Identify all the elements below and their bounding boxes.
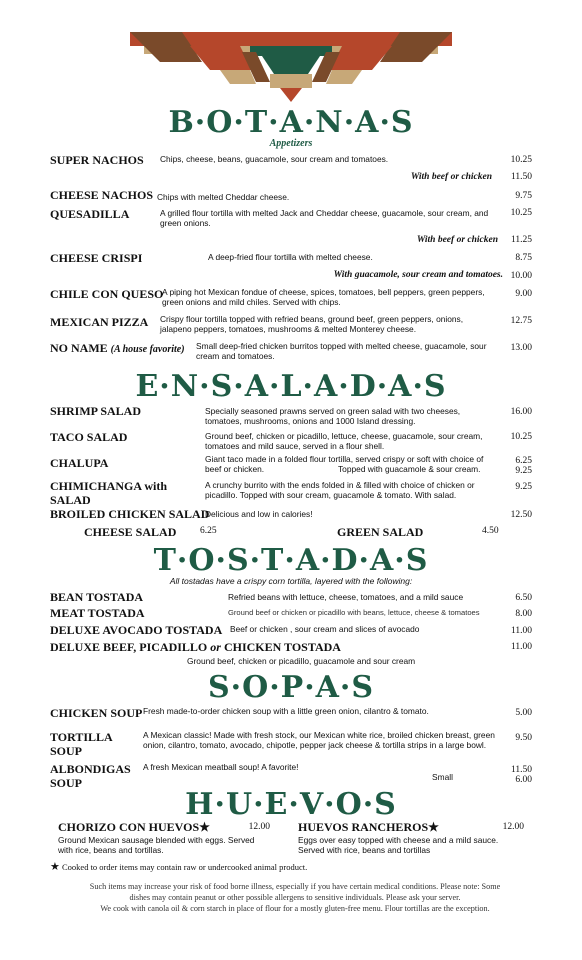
item-price: 12.00 [248, 822, 270, 832]
house-favorite-tag: (A house favorite) [110, 344, 185, 355]
item-option: With guacamole, sour cream and tomatoes. [333, 270, 503, 280]
item-name: NO NAME (A house favorite) [50, 341, 185, 355]
item-desc: Chips with melted Cheddar cheese. [157, 192, 290, 202]
item-name: TACO SALAD [50, 430, 128, 444]
section-subtitle-botanas: Appetizers [269, 138, 313, 149]
item-name: BROILED CHICKEN SALAD [50, 507, 210, 521]
star-icon: ★ [428, 820, 439, 834]
item-name: BEAN TOSTADA [50, 590, 144, 604]
item-price: 13.00 [510, 343, 532, 353]
item-desc: Specially seasoned prawns served on green salad with two cheeses, tomatoes, mushrooms, onions and 1000 Island dressing. [205, 406, 461, 426]
item-desc: Chips, cheese, beans, guacamole, sour cream and tomatoes. [160, 154, 389, 164]
item-price: 6.50 [515, 593, 532, 603]
item-name: MEAT TOSTADA [50, 606, 145, 620]
item-price: 16.00 [510, 407, 532, 417]
item-price: 5.00 [515, 708, 532, 718]
item-price: 10.25 [510, 432, 532, 442]
item-desc: Giant taco made in a folded flour tortilla, served crispy or soft with choice of beef or chicken. [205, 454, 484, 474]
aztec-header-ornament [130, 30, 452, 104]
item-desc: Crispy flour tortilla topped with refried beans, ground beef, green peppers, onions, jalapeno peppers, tomatoes, mushrooms & melted Monterey cheese. [160, 314, 464, 334]
section-subtitle-tostadas: All tostadas have a crispy corn tortilla, layered with the following: [169, 576, 413, 586]
item-name: MEXICAN PIZZA [50, 315, 149, 329]
item-price: 8.00 [515, 609, 532, 619]
item-price: 9.50 [515, 733, 532, 743]
item-desc: Small deep-fried chicken burritos topped with melted cheese, guacamole, sour cream and tomatoes. [196, 341, 487, 361]
item-name: CHICKEN SOUP [50, 706, 143, 720]
item-desc: A crunchy burrito with the ends folded in & filled with choice of chicken or picadillo. Topped with sour cream, guacamole & tomato. With salad. [205, 480, 475, 500]
item-name: ALBONDIGAS SOUP [50, 762, 131, 790]
item-price: 4.50 [482, 526, 499, 536]
item-price: 6.25 [200, 526, 217, 536]
item-name: SHRIMP SALAD [50, 404, 142, 418]
item-option-price: 10.00 [510, 271, 532, 281]
section-title-botanas: B·O·T·A·N·A·S [168, 105, 414, 140]
item-desc: Eggs over easy topped with cheese and a mild sauce. Served with rice, beans and tortillas [298, 835, 499, 855]
item-name: CHORIZO CON HUEVOS★ [58, 820, 210, 834]
item-name: CHIMICHANGA with SALAD [50, 479, 168, 507]
item-name: HUEVOS RANCHEROS★ [298, 820, 439, 834]
item-price: 10.25 [510, 155, 532, 165]
item-desc: A fresh Mexican meatball soup! A favorite! [143, 762, 299, 772]
item-price-secondary: 6.00 [515, 775, 532, 785]
item-name: DELUXE BEEF, PICADILLO or CHICKEN TOSTADA [50, 640, 341, 654]
item-price: 9.00 [515, 289, 532, 299]
footer-line: We cook with canola oil & corn starch in place of flour for a mostly gluten-free menu. Flour tortillas are the exception. [100, 904, 490, 913]
item-option: With beef or chicken [410, 172, 492, 182]
item-desc: A Mexican classic! Made with fresh stock, our Mexican white rice, broiled chicken breast, green onion, cilantro, tomato, avocado, chipotle, pepper jack cheese & tortilla strips in a large bowl. [143, 730, 495, 750]
item-desc: A grilled flour tortilla with melted Jack and Cheddar cheese, guacamole, sour cream, and green onions. [160, 208, 489, 228]
item-name: SUPER NACHOS [50, 153, 144, 167]
item-name: TORTILLA SOUP [50, 730, 113, 758]
item-desc: Beef or chicken , sour cream and slices of avocado [230, 624, 420, 634]
item-price: 9.75 [515, 191, 532, 201]
item-name: CHALUPA [50, 456, 109, 470]
item-desc: Ground beef, chicken or picadillo, lettuce, cheese, guacamole, sour cream, tomatoes and mild sauce, served in a flour shell. [205, 431, 483, 451]
item-desc: Fresh made-to-order chicken soup with a little green onion, cilantro & tomato. [143, 706, 429, 716]
item-name: CHEESE SALAD [84, 525, 177, 539]
item-price-secondary: 9.25 [515, 466, 532, 476]
item-size-label: Small [432, 772, 453, 782]
item-name: QUESADILLA [50, 207, 130, 221]
item-desc: Delicious and low in calories! [205, 509, 313, 519]
item-price: 8.75 [515, 253, 532, 263]
item-price: 12.50 [510, 510, 532, 520]
item-price: 6.25 [515, 456, 532, 466]
footer-line: Such items may increase your risk of food borne illness, especially if you have certain medical conditions. Please note: Some [89, 882, 501, 891]
item-price: 10.25 [510, 208, 532, 218]
star-icon: ★ [50, 861, 60, 873]
section-title-tostadas: T·O·S·T·A·D·A·S [153, 543, 429, 578]
item-price: 9.25 [515, 482, 532, 492]
section-title-sopas: S·O·P·A·S [207, 670, 375, 705]
star-icon: ★ [199, 820, 210, 834]
item-price: 11.00 [510, 626, 532, 636]
item-desc-secondary: Topped with guacamole & sour cream. [338, 464, 481, 474]
footer-line: dishes may contain peanut or other possible allergens to sensitive individuals. Please ask your server. [129, 893, 461, 902]
item-desc: Ground Mexican sausage blended with eggs. Served with rice, beans and tortillas. [58, 835, 255, 855]
item-price: 12.00 [502, 822, 524, 832]
item-desc: Ground beef or chicken or picadillo with beans, lettuce, cheese & tomatoes [228, 608, 480, 617]
item-desc: A deep-fried flour tortilla with melted cheese. [208, 252, 373, 262]
item-price: 11.50 [510, 765, 532, 775]
item-option: With beef or chicken [416, 235, 498, 245]
section-title-ensaladas: E·N·S·A·L·A·D·A·S [135, 369, 447, 404]
item-desc: A piping hot Mexican fondue of cheese, spices, tomatoes, bell peppers, green peppers, green onions and mild chiles. Served with chips. [162, 287, 485, 307]
item-name: DELUXE AVOCADO TOSTADA [50, 623, 223, 637]
item-desc: Ground beef, chicken or picadillo, guacamole and sour cream [187, 656, 416, 666]
item-desc: Refried beans with lettuce, cheese, tomatoes, and a mild sauce [228, 592, 464, 602]
section-title-huevos: H·U·E·V·O·S [185, 787, 397, 822]
star-note: ★ Cooked to order items may contain raw or undercooked animal product. [50, 861, 308, 873]
item-name: GREEN SALAD [337, 525, 424, 539]
item-name: CHILE CON QUESO [50, 287, 164, 301]
item-name: CHEESE NACHOS [50, 188, 154, 202]
item-name: CHEESE CRISPI [50, 251, 143, 265]
item-option-price: 11.25 [510, 235, 532, 245]
item-price: 11.00 [510, 642, 532, 652]
item-price: 12.75 [510, 316, 532, 326]
item-option-price: 11.50 [510, 172, 532, 182]
